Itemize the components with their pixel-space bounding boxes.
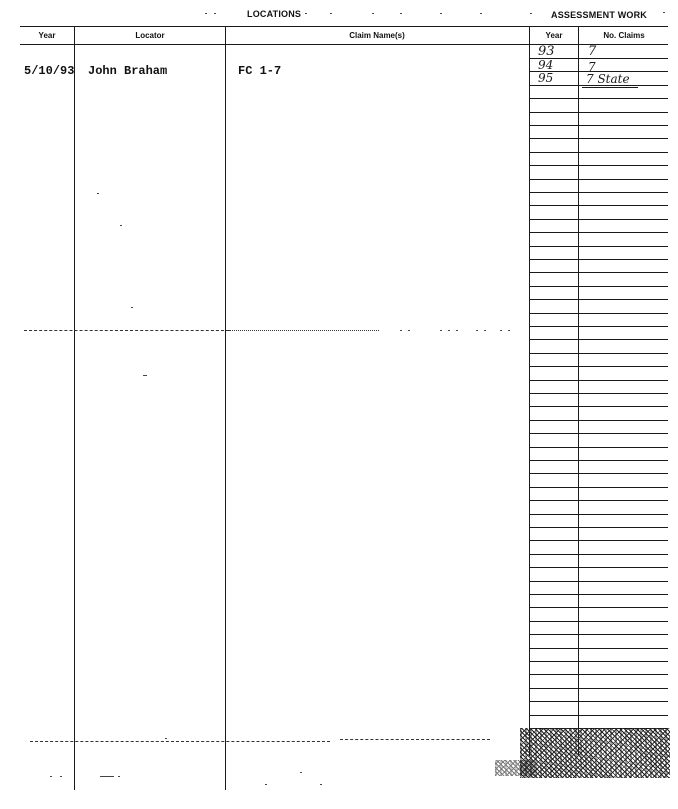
aw-ruled-line xyxy=(529,715,668,716)
aw-ruled-line xyxy=(529,567,668,568)
aw-year-2: 94 xyxy=(538,58,554,72)
aw-year-column-header: Year xyxy=(545,31,563,40)
scan-noise-tail xyxy=(495,760,535,776)
assessment-work-title: ASSESSMENT WORK xyxy=(551,10,648,20)
aw-ruled-line xyxy=(529,420,668,421)
year-locator-divider xyxy=(74,26,75,790)
aw-ruled-line xyxy=(529,152,668,153)
aw-ruled-line xyxy=(529,554,668,555)
aw-ruled-line xyxy=(529,433,668,434)
aw-ruled-line xyxy=(529,460,668,461)
aw-ruled-line xyxy=(529,581,668,582)
aw-claims-3: 7 State xyxy=(586,72,630,86)
aw-ruled-line xyxy=(529,393,668,394)
aw-ruled-line xyxy=(529,326,668,327)
aw-ruled-line xyxy=(529,380,668,381)
aw-ruled-line xyxy=(529,366,668,367)
aw-ruled-line xyxy=(529,259,668,260)
aw-ruled-line xyxy=(529,634,668,635)
location-locator: John Braham xyxy=(88,64,168,78)
aw-ruled-line xyxy=(529,527,668,528)
aw-ruled-line xyxy=(529,607,668,608)
aw-ruled-line xyxy=(529,701,668,702)
header-top-rule xyxy=(20,26,668,27)
location-year: 5/10/93 xyxy=(24,64,75,78)
dashed-lower-rule-left xyxy=(30,741,330,742)
aw-year-3: 95 xyxy=(538,71,554,85)
aw-year-claims-divider xyxy=(578,26,579,756)
aw-ruled-line xyxy=(529,514,668,515)
locator-column-header: Locator xyxy=(135,31,165,40)
aw-claims-1: 7 xyxy=(588,44,597,59)
location-claim-name: FC 1-7 xyxy=(238,64,282,78)
aw-ruled-line xyxy=(529,125,668,126)
aw-ruled-line xyxy=(529,192,668,193)
aw-ruled-line xyxy=(529,232,668,233)
aw-ruled-line xyxy=(529,688,668,689)
aw-ruled-line xyxy=(529,621,668,622)
aw-ruled-line xyxy=(529,272,668,273)
dashed-lower-rule-right xyxy=(340,739,490,740)
aw-ruled-line xyxy=(529,487,668,488)
aw-ruled-line xyxy=(529,406,668,407)
aw-ruled-line xyxy=(529,219,668,220)
aw-ruled-line xyxy=(529,594,668,595)
aw-ruled-line xyxy=(529,500,668,501)
aw-ruled-line xyxy=(529,473,668,474)
header-bottom-rule xyxy=(20,44,668,45)
aw-ruled-line xyxy=(529,353,668,354)
dashed-rule-left xyxy=(24,330,229,331)
claims-aw-divider xyxy=(529,26,530,756)
aw-claims-2: 7 xyxy=(588,60,596,74)
aw-ruled-line xyxy=(529,339,668,340)
aw-ruled-line xyxy=(529,246,668,247)
aw-year-1: 93 xyxy=(538,44,555,59)
aw-ruled-line xyxy=(529,540,668,541)
aw-ruled-line xyxy=(529,205,668,206)
aw-ruled-line xyxy=(529,648,668,649)
aw-ruled-line xyxy=(529,674,668,675)
aw-ruled-line xyxy=(529,447,668,448)
aw-ruled-line xyxy=(529,138,668,139)
aw-ruled-line xyxy=(529,661,668,662)
locator-claims-divider xyxy=(225,26,226,790)
year-column-header: Year xyxy=(38,31,56,40)
aw-ruled-line xyxy=(529,165,668,166)
aw-no-claims-column-header: No. Claims xyxy=(603,31,645,40)
aw-ruled-line xyxy=(529,313,668,314)
scan-noise-area xyxy=(520,728,670,778)
aw-ruled-line xyxy=(529,286,668,287)
aw-ruled-line xyxy=(529,112,668,113)
aw-ruled-line xyxy=(529,98,668,99)
aw-ruled-line xyxy=(529,299,668,300)
dashed-rule-center xyxy=(229,330,379,331)
aw-ruled-line xyxy=(529,179,668,180)
handwritten-underline xyxy=(582,87,638,88)
locations-title: LOCATIONS xyxy=(247,9,302,19)
claim-names-column-header: Claim Name(s) xyxy=(349,31,405,40)
